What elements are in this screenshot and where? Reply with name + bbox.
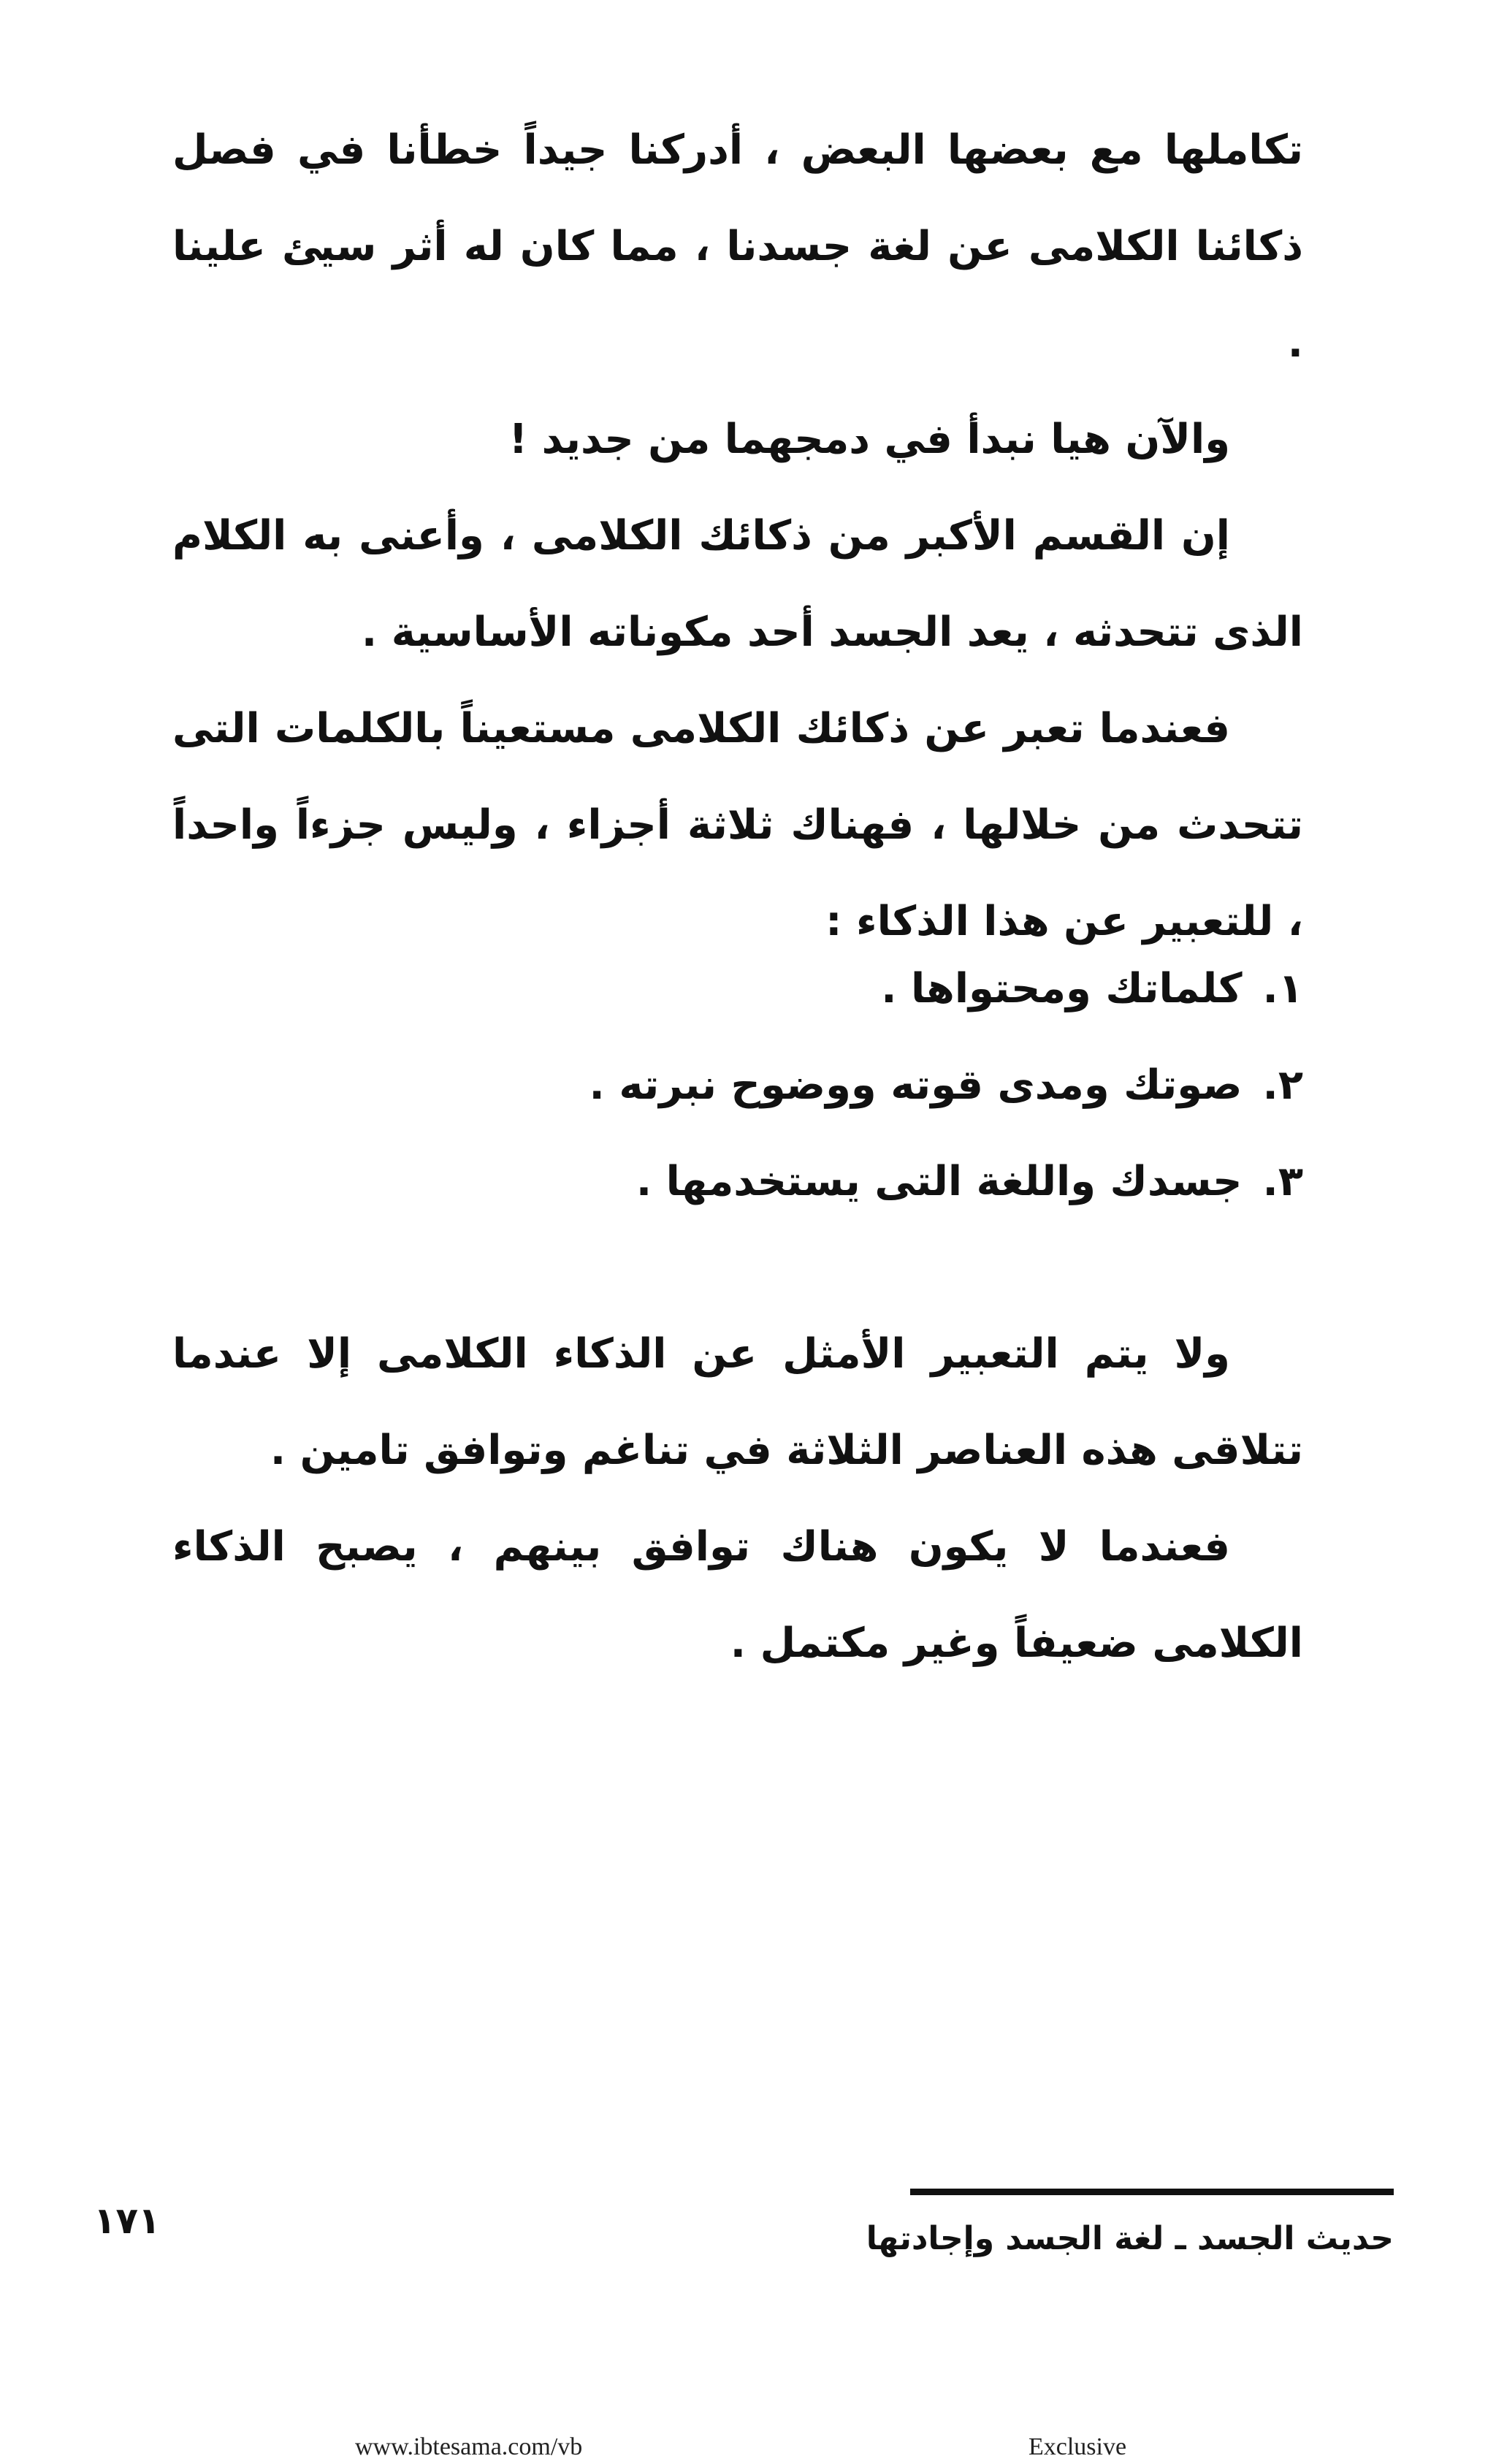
paragraph-4: فعندما تعبر عن ذكائك الكلامى مستعيناً بالكلمات التى تتحدث من خلالها ، فهناك ثلاثة أجزاء ، وليس جزءاً واحداً ، للتعبير عن هذا الذكاء : bbox=[172, 705, 1303, 945]
list-item-text: جسدك واللغة التى يستخدمها . bbox=[636, 1158, 1243, 1205]
running-head: حديث الجسد ـ لغة الجسد وإجادتها bbox=[866, 2220, 1394, 2257]
numbered-list-block bbox=[172, 941, 1303, 1230]
numbered-list bbox=[172, 941, 1303, 1230]
list-item-text: صوتك ومدى قوته ووضوح نبرته . bbox=[589, 1061, 1243, 1109]
list-item bbox=[172, 1134, 1303, 1230]
list-item-number: ١. bbox=[1262, 965, 1303, 1012]
paragraph-1: تكاملها مع بعضها البعض ، أدركنا جيداً خطأنا في فصل ذكائنا الكلامى عن لغة جسدنا ، مما كان له أثر سيئ علينا . bbox=[172, 126, 1303, 367]
source-tag: Exclusive bbox=[1028, 2433, 1127, 2460]
top-text-block bbox=[172, 102, 1303, 970]
page-number: ١٧١ bbox=[94, 2200, 161, 2242]
paragraph-6: فعندما لا يكون هناك توافق بينهم ، يصبح الذكاء الكلامى ضعيفاً وغير مكتمل . bbox=[172, 1523, 1303, 1667]
list-item bbox=[172, 941, 1303, 1037]
list-item-number: ٢. bbox=[1262, 1061, 1303, 1109]
paragraph-5: ولا يتم التعبير الأمثل عن الذكاء الكلامى إلا عندما تتلاقى هذه العناصر الثلاثة في تناغم وتوافق تامين . bbox=[172, 1330, 1303, 1474]
bottom-text-block bbox=[172, 1306, 1303, 1692]
paragraph-3: إن القسم الأكبر من ذكائك الكلامى ، وأعنى به الكلام الذى تتحدثه ، يعد الجسد أحد مكوناته الأساسية . bbox=[172, 512, 1303, 656]
footer-rule bbox=[910, 2189, 1394, 2195]
list-item-number: ٣. bbox=[1262, 1158, 1303, 1205]
source-url: www.ibtesama.com/vb bbox=[355, 2433, 583, 2460]
list-item bbox=[172, 1037, 1303, 1134]
list-item-text: كلماتك ومحتواها . bbox=[881, 965, 1243, 1012]
paragraph-2: والآن هيا نبدأ في دمجهما من جديد ! bbox=[508, 416, 1230, 463]
